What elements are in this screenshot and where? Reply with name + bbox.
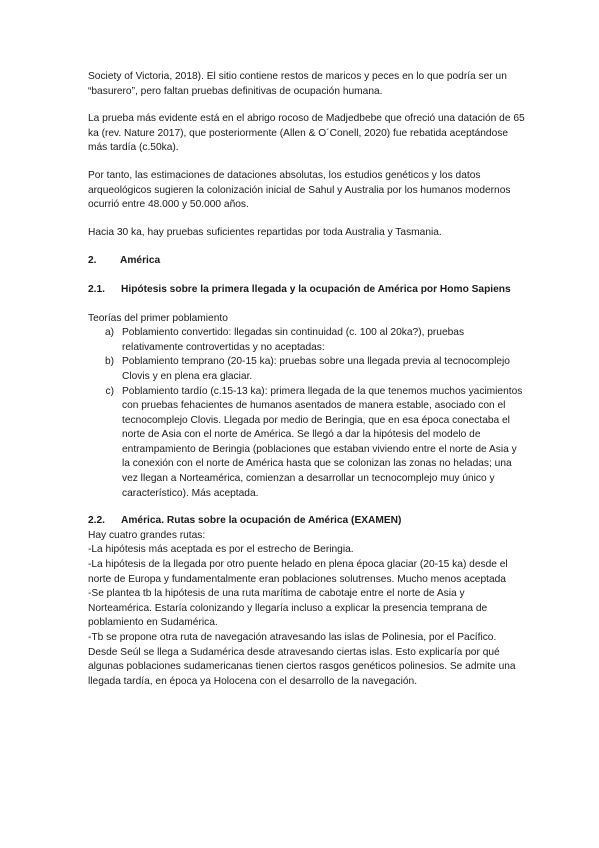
route-item: -Se plantea tb la hipótesis de una ruta marítima de cabotaje entre el norte de Asia y Norteamérica. Estaría colonizando y llegaría incluso a explicar la presencia temprana de poblamiento en Sudamérica. (88, 588, 488, 629)
subsection-title: Hipótesis sobre la primera llegada y la ocupación de América por Homo Sapiens (121, 283, 511, 295)
list-marker: b) (104, 356, 114, 368)
list-item (88, 385, 528, 502)
route-item: -La hipótesis de la llegada por otro puente helado en plena época glaciar (20-15 ka) desde el norte de Europa y fundamentalmente eran poblaciones solutrenses. Mucho menos aceptada (88, 559, 508, 585)
list-marker: c) (105, 385, 114, 397)
section-title: América (120, 255, 161, 267)
route-item: -La hipótesis más aceptada es por el estrecho de Beringia. (88, 544, 354, 556)
document-page (88, 70, 528, 689)
subsection-heading-rutas (88, 514, 528, 529)
list-marker: a) (104, 327, 114, 339)
subsection-title: América. Rutas sobre la ocupación de América (EXAMEN) (121, 515, 402, 527)
route-item: -Tb se propone otra ruta de navegación atravesando las islas de Polinesia, por el Pacífico. Desde Seúl se llega a Sudamérica desde atravesando ciertas islas. Esto explicaría por qué algunas poblaciones sudamericanas tienen ciertos rasgos genéticos polinesios. Se admite una llegada tardía, en época ya Holocena con el desarrollo de la navegación. (88, 632, 516, 687)
paragraph-estimaciones: Por tanto, las estimaciones de dataciones absolutas, los estudios genéticos y los datos arqueológicos sugieren la colonización inicial de Sahul y Australia por los humanos modernos ocurrió entre 48.000 y 50.000 años. (88, 169, 511, 211)
paragraph-madjedbebe: La prueba más evidente está en el abrigo rocoso de Madjedbebe que ofreció una datación de 65 ka (rev. Nature 2017), que posteriormente (Allen & O´Conell, 2020) fue rebatida aceptándose más tardía (c.50ka). (88, 113, 525, 154)
subsection-heading-hipotesis (88, 283, 528, 298)
section-number: 2. (88, 255, 97, 267)
list-item-text: Poblamiento convertido: llegadas sin continuidad (c. 100 al 20ka?), pruebas relativamente controvertidas y no aceptadas: (122, 327, 465, 353)
routes-intro: Hay cuatro grandes rutas: (88, 529, 206, 541)
list-item-text: Poblamiento tardío (c.15-13 ka): primera llegada de la que tenemos muchos yacimientos con pruebas fehacientes de humanos asentados de manera estable, asociado con el tecnocomplejo Clovis. Llegada por medio de Beringia, que en esa época conectaba el norte de Asia con el norte de América. Se llegó a dar la hipótesis del modelo de entrampamiento de Beringia (poblaciones que estaban viviendo entre el norte de Asia y la conexión con el norte de América hasta que se colonizan las zonas no heladas; una vez llegan a Norteamérica, comienzan a desarrollar un tecnocomplejo muy único y característico). Más aceptada. (122, 385, 523, 499)
paragraph-tasmania: Hacia 30 ka, hay pruebas suficientes repartidas por toda Australia y Tasmania. (88, 226, 442, 238)
list-item (88, 355, 528, 384)
subsection-number: 2.2. (88, 515, 105, 527)
theories-list (88, 326, 528, 501)
list-item (88, 326, 528, 355)
subsection-number: 2.1. (88, 283, 105, 295)
theories-intro: Teorías del primer poblamiento (88, 312, 228, 324)
list-item-text: Poblamiento temprano (20-15 ka): pruebas sobre una llegada previa al tecnocomplejo Clovis y en plena era glaciar. (122, 356, 510, 382)
paragraph-victoria: Society of Victoria, 2018). El sitio contiene restos de maricos y peces en lo que podría ser un “basurero”, pero faltan pruebas definitivas de ocupación humana. (88, 71, 507, 97)
section-heading-america (88, 254, 528, 269)
